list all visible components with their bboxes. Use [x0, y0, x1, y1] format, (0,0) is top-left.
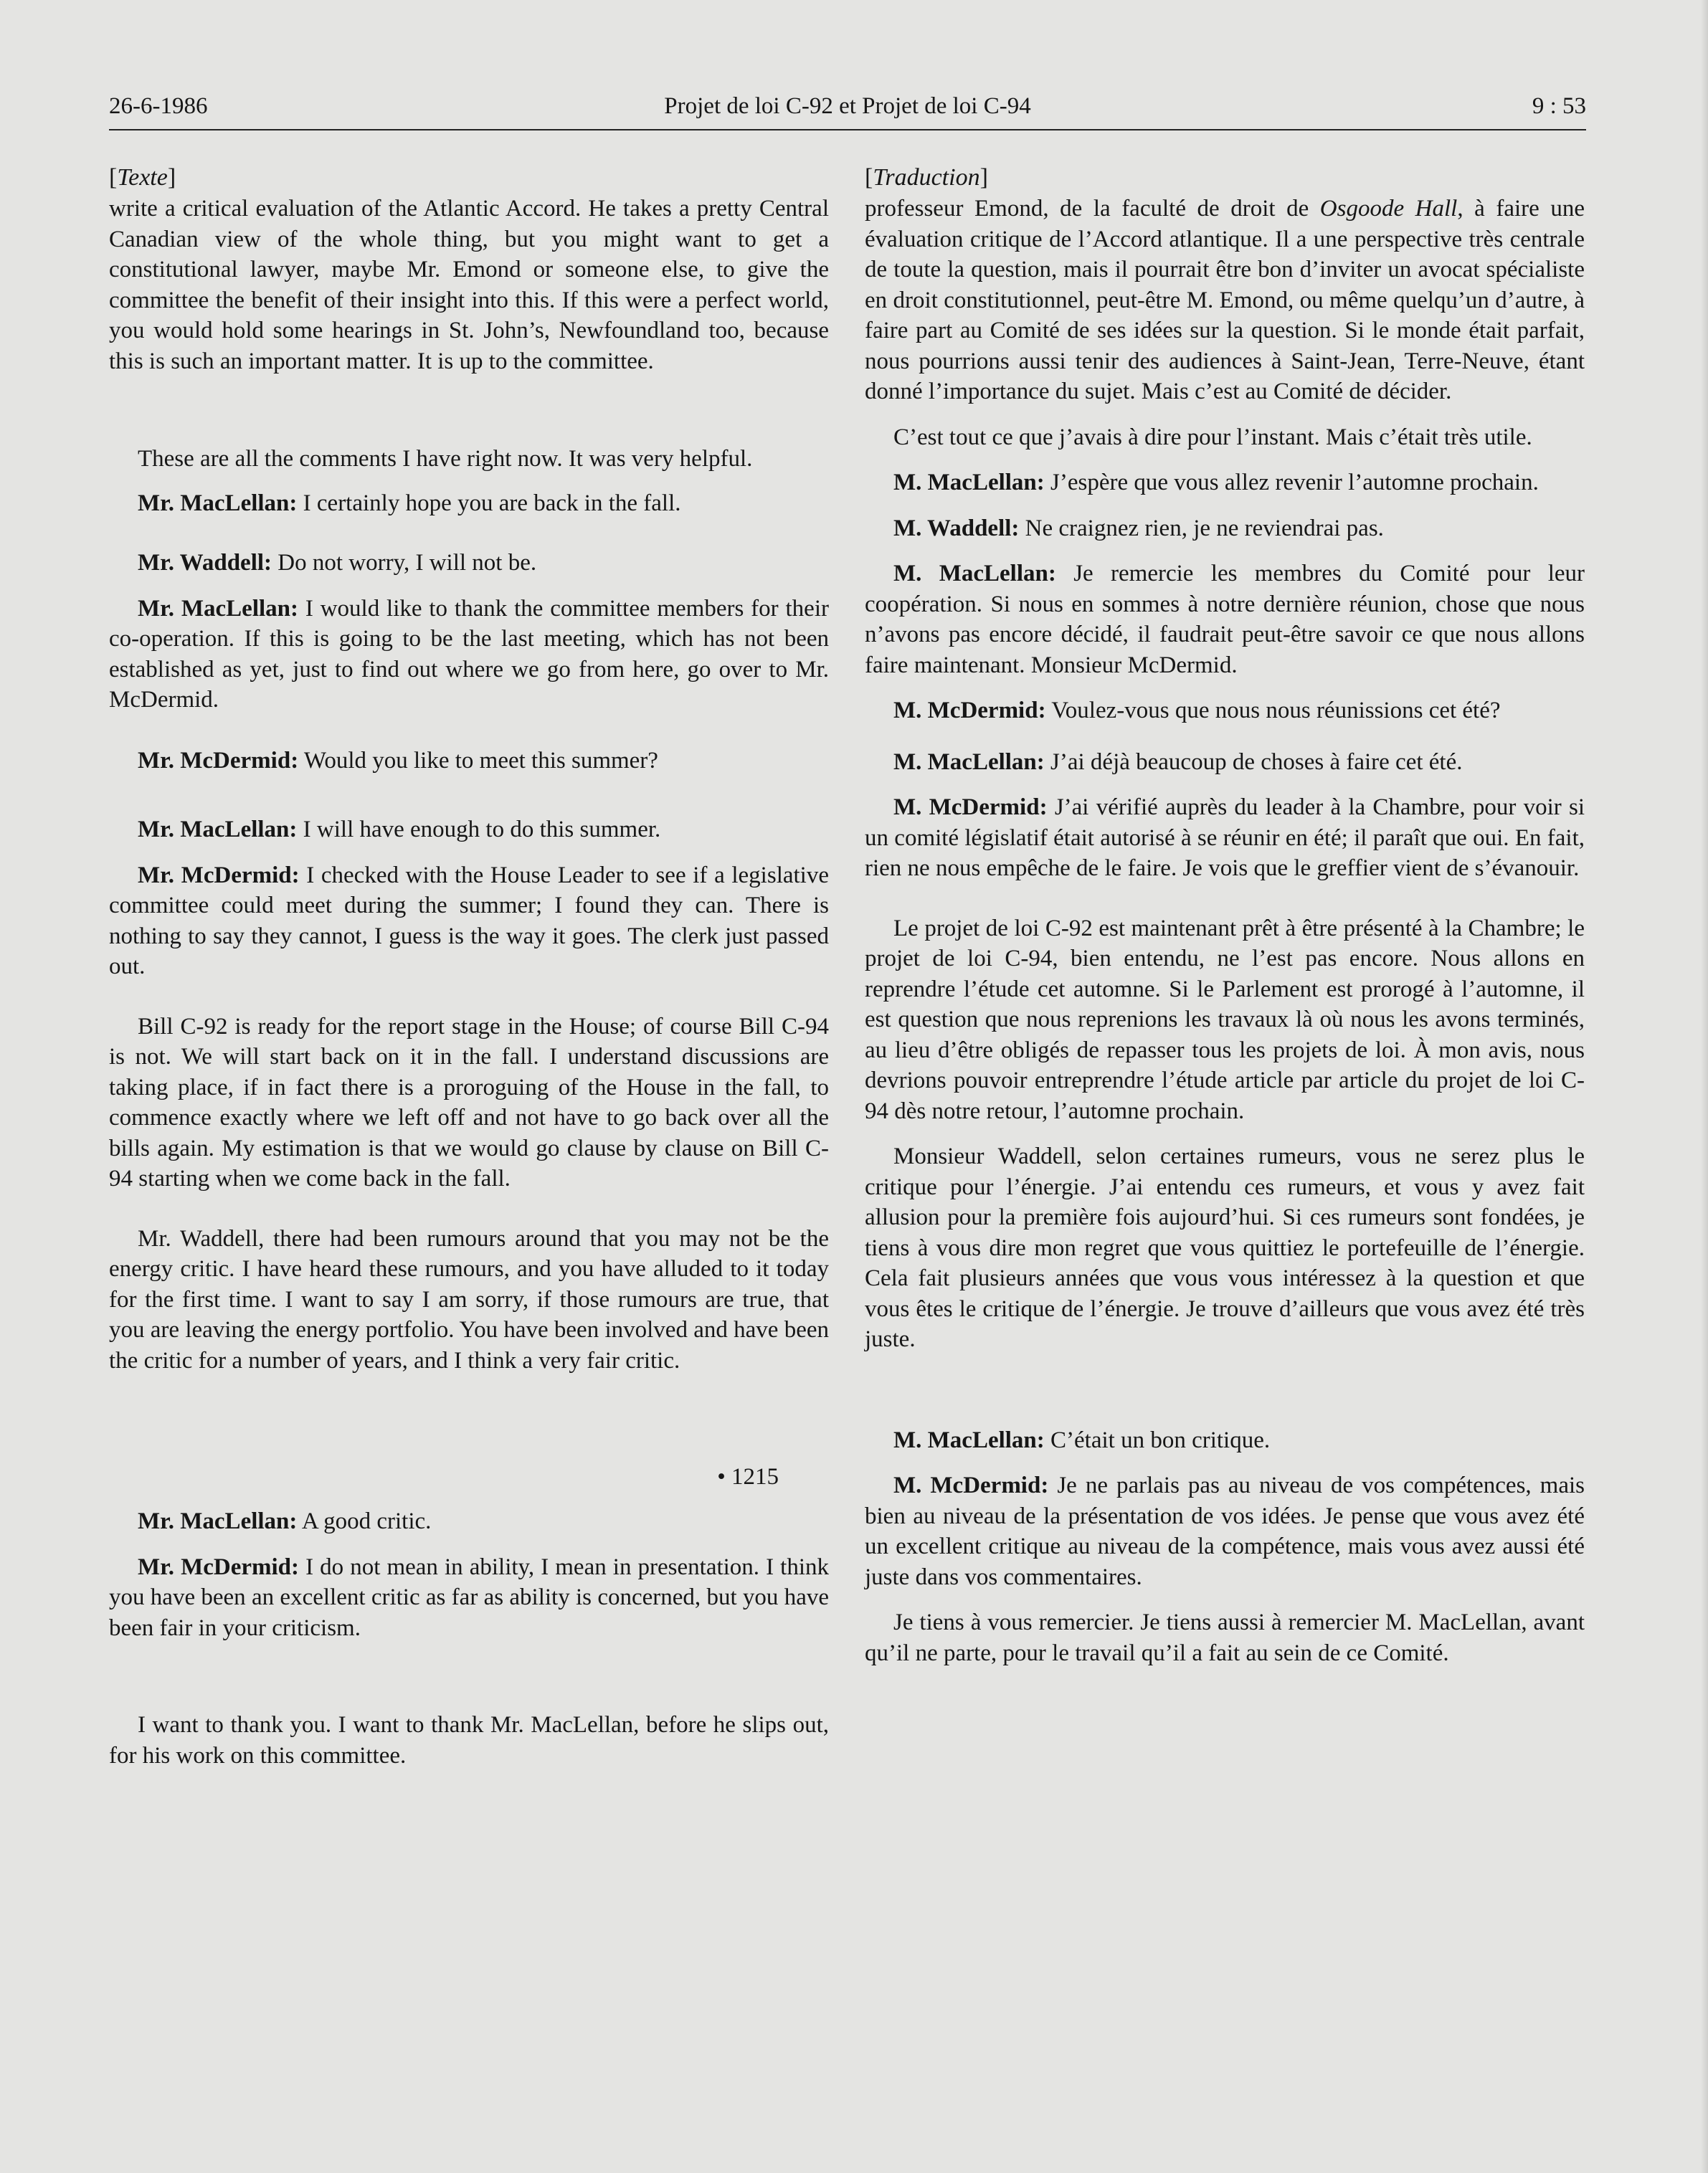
speaker-name: M. MacLellan:: [893, 470, 1045, 495]
speaker-name: M. McDermid:: [893, 1473, 1049, 1498]
speaker-paragraph: M. MacLellan: J’espère que vous allez revenir l’automne prochain.: [893, 470, 1539, 495]
header-page-number: 9 : 53: [1532, 93, 1586, 119]
paragraph: Bill C-92 is ready for the report stage in the House; of course Bill C-94 is not. We will start back on it in the fall. I understand discussions are taking place, if in fact there is a proroguing of the House in the fall, to commence exactly where we left off and not have to go back over all the bills again. My estimation is that we would go clause by clause on Bill C-94 starting when we come back in the fall.: [109, 1013, 829, 1192]
time-marker: • 1215: [717, 1464, 779, 1490]
speaker-name: Mr. MacLellan:: [138, 595, 298, 622]
speaker-paragraph: M. McDermid: J’ai vérifié auprès du leader à la Chambre, pour voir si un comité législatif était autorisé à se réunir en été; il paraît que oui. En fait, rien ne nous empêche de le faire. Je vois que le greffier vient de s’évanouir.: [865, 794, 1585, 881]
paragraph: C’est tout ce que j’avais à dire pour l’instant. Mais c’était très utile.: [893, 424, 1532, 450]
paragraph: I want to thank you. I want to thank Mr. MacLellan, before he slips out, for his work on this committee.: [109, 1712, 829, 1769]
speaker-paragraph: Mr. McDermid: Would you like to meet this summer?: [138, 747, 658, 774]
speaker-paragraph: Mr. MacLellan: A good critic.: [138, 1508, 432, 1534]
speaker-paragraph: Mr. MacLellan: I would like to thank the committee members for their co-operation. If this is going to be the last meeting, which has not been established as yet, just to find out where we go from here, go over to Mr. McDermid.: [109, 595, 829, 713]
paragraph: Le projet de loi C-92 est maintenant prêt à être présenté à la Chambre; le projet de loi C-94, bien entendu, ne l’est pas encore. Nous allons en reprendre l’étude cet automne. Si le Parlement est prorogé à l’automne, il est question que nous reprenions les travaux là où nous les avons terminés, au lieu d’être obligés de repasser tous les projets de loi. À mon avis, nous devrions pouvoir entreprendre l’étude article par article du projet de loi C-94 dès notre retour, l’automne prochain.: [865, 915, 1585, 1124]
italic-text: Osgoode Hall: [1319, 196, 1458, 222]
speaker-paragraph: Mr. McDermid: I do not mean in ability, I mean in presentation. I think you have been an excellent critic as far as ability is concerned, but you have been fair in your criticism.: [109, 1554, 830, 1641]
paragraph: These are all the comments I have right now. It was very helpful.: [138, 446, 753, 472]
speaker-name: M. MacLellan:: [893, 748, 1045, 775]
speaker-paragraph: M. MacLellan: C’était un bon critique.: [893, 1427, 1271, 1453]
paragraph: write a critical evaluation of the Atlantic Accord. He takes a pretty Central Canadian view of the whole thing, but you might want to get a constitutional lawyer, maybe Mr. Emond or someone else, to give the committee the benefit of their insight into this. If this were a perfect world, you would hold some hearings in St. John’s, Newfoundland too, because this is such an important matter. It is up to the committee.: [109, 196, 829, 374]
left-column: [109, 162, 829, 1771]
speaker-name: M. MacLellan:: [893, 1427, 1045, 1453]
speaker-name: M. McDermid:: [893, 698, 1046, 723]
speaker-name: Mr. Waddell:: [138, 550, 272, 576]
speaker-paragraph: M. MacLellan: Je remercie les membres du Comité pour leur coopération. Si nous en sommes à notre dernière réunion, chose que nous n’avons pas encore décidé, il faudrait peut-être savoir ce que nous allons faire maintenant. Monsieur McDermid.: [865, 561, 1585, 678]
paragraph: professeur Emond, de la faculté de droit de Osgoode Hall, à faire une évaluation critique de l’Accord atlantique. Il a une perspective très centrale de toute la question, mais il pourrait être bon d’inviter un avocat spécialiste en droit constitutionnel, peut-être M. Emond, ou même quelqu’un d’autre, à faire part au Comité de ses idées sur la question. Si le monde était parfait, nous pourrions aussi tenir des audiences à Saint-Jean, Terre-Neuve, étant donné l’importance du sujet. Mais c’est au Comité de décider.: [865, 196, 1585, 404]
speaker-name: Mr. MacLellan:: [138, 490, 298, 516]
paragraph: Mr. Waddell, there had been rumours around that you may not be the energy critic. I have heard these rumours, and you have alluded to it today for the first time. I want to say I am sorry, if those rumours are true, that you are leaving the energy portfolio. You have been involved and have been the critic for a number of years, and I think a very fair critic.: [109, 1225, 829, 1374]
speaker-name: M. Waddell:: [893, 515, 1020, 541]
column-label: [Texte]: [109, 164, 176, 191]
header-rule: [109, 129, 1586, 130]
speaker-name: Mr. McDermid:: [138, 747, 299, 774]
page-header: [109, 87, 1586, 129]
speaker-name: M. MacLellan:: [893, 561, 1056, 586]
speaker-name: M. McDermid:: [893, 794, 1048, 820]
right-column: [865, 162, 1585, 1668]
speaker-name: Mr. McDermid:: [138, 1554, 300, 1580]
column-label: [Traduction]: [865, 164, 988, 191]
speaker-paragraph: Mr. Waddell: Do not worry, I will not be.: [138, 550, 537, 576]
paragraph: Je tiens à vous remercier. Je tiens aussi à remercier M. MacLellan, avant qu’il ne parte, pour le travail qu’il a fait au sein de ce Comité.: [865, 1609, 1585, 1666]
speaker-name: Mr. MacLellan:: [138, 817, 298, 842]
speaker-paragraph: M. McDermid: Je ne parlais pas au niveau de vos compétences, mais bien au niveau de la présentation de vos idées. Je pense que vous avez été un excellent critique au niveau de la compétence, mais vous avez aussi été juste dans vos commentaires.: [865, 1473, 1585, 1590]
speaker-paragraph: Mr. MacLellan: I will have enough to do this summer.: [138, 817, 661, 842]
speaker-name: Mr. MacLellan:: [138, 1508, 298, 1534]
header-title: Projet de loi C-92 et Projet de loi C-94: [664, 93, 1031, 119]
paragraph: Monsieur Waddell, selon certaines rumeurs, vous ne serez plus le critique pour l’énergie. J’ai entendu ces rumeurs, et vous y avez fait allusion pour la première fois aujourd’hui. Si ces rumeurs sont fondées, je tiens à vous dire mon regret que vous quittiez le portefeuille de l’énergie. Cela fait plusieurs années que vous vous intéressez à la question et que vous êtes le critique de l’énergie. Je trouve d’ailleurs que vous avez été très juste.: [865, 1143, 1585, 1352]
header-date: 26-6-1986: [109, 93, 208, 119]
speaker-name: Mr. McDermid:: [138, 862, 300, 888]
speaker-paragraph: M. MacLellan: J’ai déjà beaucoup de choses à faire cet été.: [893, 748, 1463, 775]
speaker-paragraph: M. Waddell: Ne craignez rien, je ne reviendrai pas.: [893, 515, 1384, 541]
page-edge-shadow: [1701, 0, 1708, 2173]
speaker-paragraph: M. McDermid: Voulez-vous que nous nous réunissions cet été?: [893, 698, 1501, 723]
speaker-paragraph: Mr. McDermid: I checked with the House Leader to see if a legislative committee could meet during the summer; I found they can. There is nothing to say they cannot, I guess is the way it goes. The clerk just passed out.: [109, 862, 829, 979]
speaker-paragraph: Mr. MacLellan: I certainly hope you are back in the fall.: [138, 490, 681, 516]
